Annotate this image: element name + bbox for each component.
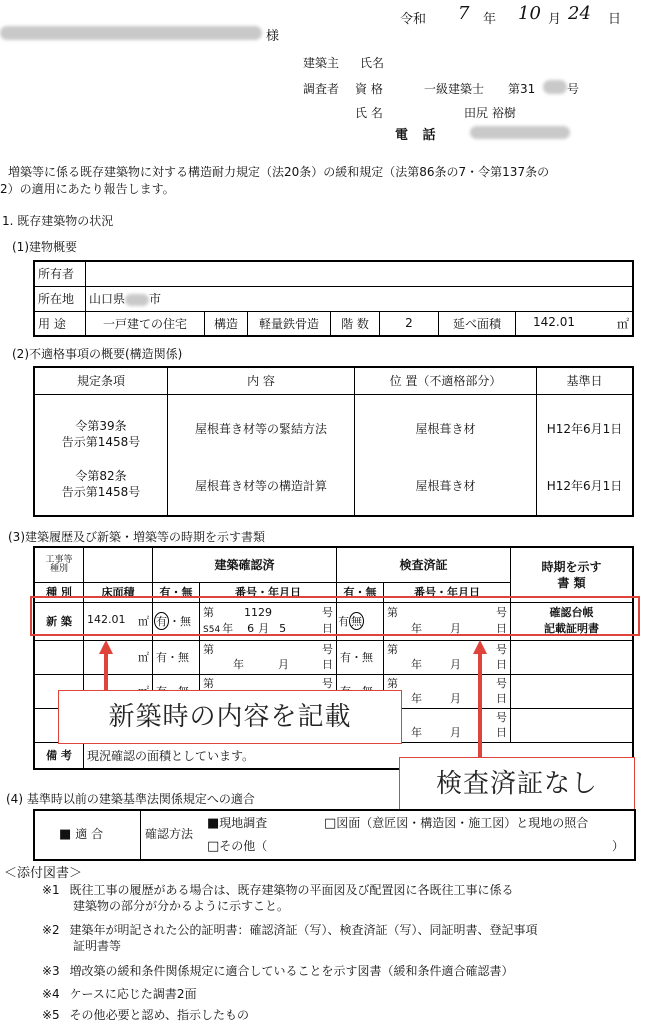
clause-cell [34,394,168,516]
floors-label: 階 数 [331,311,380,336]
row3-inspect-day: 日 [496,692,507,705]
redacted-city [125,294,149,306]
attachment-3 [42,962,514,979]
intro-line-2: 2）の適用にあたり報告します。 [0,182,175,196]
site-text: 現地調査 [219,816,268,830]
row3-inspect-dai: 第 [387,677,398,690]
attachment-5-line1: その他必要と認め、指示したもの [69,1008,250,1022]
attachment-5-mark: ※5 [42,1008,60,1022]
total-area-cell [516,311,634,336]
attachment-3-mark: ※3 [42,964,60,978]
row1-confirm-yes-circled: 有 [154,612,169,630]
row1-confirm-no: 無 [180,615,191,628]
header-clause: 規定条項 [34,367,168,394]
h-doc [511,547,634,602]
owner-label: 建築主 [303,56,340,70]
section-1-2-title: (2)不適格事項の概要(構造関係) [12,347,183,361]
date-year-handwritten: 7 [458,3,470,24]
date-row1: H12年6月1日 [546,421,623,436]
floors-value: 2 [380,311,439,336]
structure-value: 軽量鉄骨造 [248,311,331,336]
h-kind: 種 別 [34,582,84,602]
history-row-empty [34,640,633,674]
structure-label: 構造 [205,311,248,336]
row2-month: 月 [278,658,289,671]
clause-row2-line2: 告示第1458号 [61,484,141,499]
row3-go: 号 [322,677,333,690]
use-label: 用 途 [34,311,86,336]
row2-day: 日 [322,658,333,671]
row1-month-value: 6 [247,621,255,635]
h-confirm-yesno: 有・無 [153,582,200,602]
redacted-phone [470,126,570,139]
attachment-3-line1: 増改築の緩和条件関係規定に適合していることを示す図書（緩和条件適合確認書） [69,964,514,978]
row1-month-label: 月 [258,621,270,635]
row2-dai: 第 [203,643,214,656]
row1-area-unit: ㎡ [138,615,149,628]
row1-inspect-month: 月 [450,622,461,635]
attachment-4-line1: ケースに応じた調書2面 [69,987,197,1001]
attachment-4 [42,985,197,1002]
row2-inspect-year: 年 [411,658,422,671]
row2-inspect-yesno: 有・無 [337,640,384,674]
site-checked-square: ■ [207,816,220,831]
attachments-title: ＜添付図書＞ [4,866,83,881]
row1-day-label: 日 [322,621,333,635]
row4-inspect-num [384,708,511,742]
h-inspect-yesno: 有・無 [337,582,384,602]
attachment-4-mark: ※4 [42,987,60,1001]
use-value: 一戸建ての住宅 [86,311,205,336]
row1-confirm-dot: ・ [169,615,180,628]
row1-inspect-year: 年 [411,622,422,635]
content-cell [168,394,355,516]
attachment-1 [42,882,514,914]
result-checked-square: ■ [59,827,72,842]
section-1-1-title: (1)建物概要 [12,240,77,254]
other-close-paren: ） [612,839,625,853]
drawings-unchecked-square: □ [324,816,337,831]
row2-confirm-num [200,640,337,674]
row1-day-value: 5 [279,621,287,635]
callout-new-construction: 新築時の内容を記載 [58,690,402,744]
row4-inspect-month: 月 [450,726,461,739]
row2-unit: ㎡ [84,640,153,674]
position-cell [355,394,537,516]
h-kind-top-2: 種別 [49,563,68,574]
attachment-5 [42,1006,249,1023]
intro-line-1: 増築等に係る既存建築物に対する構造耐力規定（法20条）の緩和規定（法第86条の7・令第137条の [8,165,550,179]
total-area-value: 142.01 [533,314,575,329]
row2-year: 年 [233,658,244,671]
arrow-right-shaft [478,652,482,760]
conformity-result [59,825,103,842]
h-kind-top-1: 工事等 [45,554,73,565]
row3-inspect-month: 月 [450,692,461,705]
clause-row1-line2: 告示第1458号 [61,434,141,449]
content-row2: 屋根葺き材等の構造計算 [194,478,327,493]
header-base-date: 基準日 [537,367,634,394]
location-row-label: 所在地 [34,286,86,311]
owner-row-label: 所有者 [34,261,86,286]
row3-inspect-year: 年 [411,692,422,705]
attachment-2-mark: ※2 [42,923,60,937]
position-row1: 屋根葺き材 [415,421,476,436]
clause-row2-line1: 令第82条 [75,468,127,483]
registration-prefix: 第31 [508,82,536,96]
h-kind-top [34,547,84,582]
nonconformity-table [33,366,634,517]
date-day-handwritten: 24 [568,3,591,24]
other-unchecked-square: □ [207,839,220,854]
h-inspect-num: 番号・年月日 [384,582,511,602]
attachment-2 [42,922,538,954]
section-1-3-title: (3)建築履歴及び新築・増築等の時期を示す書類 [8,530,265,544]
row2-inspect-go: 号 [496,643,507,656]
date-year-label: 年 [483,12,497,27]
method-option-other [207,837,267,854]
date-day-label: 日 [608,12,622,27]
callout-no-inspection-cert: 検査済証なし [399,757,635,811]
row2-inspect-num [384,640,511,674]
row1-doc-2: 記載証明書 [544,622,599,635]
attachment-1-line2: 建築物の部分が分かるように示すこと。 [73,899,290,913]
method-option-drawings [324,814,588,831]
row1-inspect-day: 日 [496,622,507,635]
row1-year-label: 年 [222,621,234,635]
result-text: 適 合 [75,827,104,841]
location-city-suffix: 市 [149,292,162,306]
row1-inspect-no-circled: 無 [349,612,364,630]
row1-area-value: 142.01 [87,613,126,626]
position-row2: 屋根葺き材 [415,478,476,493]
row1-inspect-dai: 第 [387,606,398,619]
row2-inspect-dai: 第 [387,643,398,656]
conformity-divider [140,811,141,859]
total-area-unit: ㎡ [616,316,629,331]
clause-row1-line1: 令第39条 [75,418,127,433]
arrow-left-head [99,640,113,654]
h-floor: 床面積 [84,582,153,602]
conformity-box [33,809,636,861]
highlight-new-construction-row [30,596,640,636]
location-prefecture: 山口県 [89,292,126,306]
owner-row-value [86,261,634,286]
row1-confirm-number: 1129 [244,605,272,619]
redacted-registration [543,80,567,94]
inspector-name: 田尻 裕樹 [464,106,516,120]
registration-suffix: 号 [567,82,580,96]
row2-go: 号 [322,643,333,656]
name-label: 氏 名 [355,106,383,120]
owner-name-label: 氏名 [360,56,385,70]
h-confirm-num: 番号・年月日 [200,582,337,602]
drawings-text: 図面（意匠図・構造図・施工図）と現地の照合 [336,816,589,830]
row1-era: S54 [203,624,221,635]
inspector-label: 調査者 [303,82,340,96]
date-cell [537,394,634,516]
row3-dai: 第 [203,677,214,690]
remarks-label: 備 考 [34,742,84,769]
h-inspect: 検査済証 [337,547,511,582]
phone-label: 電 話 [395,128,441,143]
date-month-label: 月 [548,12,562,27]
qualification-label: 資 格 [355,82,383,96]
attachment-1-line1: 既往工事の履歴がある場合は、既存建築物の平面図及び配置図に各既往工事に係る [69,883,514,897]
row2-inspect-day: 日 [496,658,507,671]
arrow-right-head [473,640,487,654]
location-row-value [86,286,634,311]
method-option-site [207,814,267,831]
row4-inspect-go: 号 [496,711,507,724]
h-confirm: 建築確認済 [153,547,337,582]
qualification-value: 一級建築士 [424,82,485,96]
section-1-title: 1. 既存建築物の状況 [2,214,114,228]
h-floor-top [84,547,153,582]
row1-inspect-yes: 有 [338,615,349,628]
addressee-suffix: 様 [266,29,280,44]
row2-confirm-yesno: 有・無 [153,640,200,674]
arrow-left-shaft [104,652,108,692]
content-row1: 屋根葺き材等の緊結方法 [194,421,327,436]
section-1-4-title: (4) 基準時以前の建築基準法関係規定への適合 [6,792,255,806]
row3-inspect-num [384,674,511,708]
remarks-value: 現況確認の面積としています。 [84,742,634,769]
date-row2: H12年6月1日 [546,478,623,493]
total-area-label: 延べ面積 [439,311,516,336]
row1-doc-1: 確認台帳 [549,606,594,619]
attachment-2-line2: 証明書等 [73,939,122,953]
h-doc-1: 時期を示す [541,559,602,574]
date-month-handwritten: 10 [518,3,541,24]
date-era: 令和 [400,12,427,27]
attachment-2-line1: 建築年が明記された公的証明書：確認済証（写）、検査済証（写）、同証明書、登記事項 [69,923,538,937]
row3-inspect-go: 号 [496,677,507,690]
attachment-1-mark: ※1 [42,883,60,897]
header-position: 位 置（不適格部分） [355,367,537,394]
row1-kind: 新 築 [34,602,84,640]
method-label: 確認方法 [145,827,194,841]
row1-go: 号 [322,605,333,619]
row2-inspect-month: 月 [450,658,461,671]
row4-inspect-day: 日 [496,726,507,739]
header-content: 内 容 [168,367,355,394]
row1-inspect-go: 号 [496,606,507,619]
other-text: その他（ [219,839,268,853]
building-overview-table [33,260,634,337]
h-doc-2: 書 類 [557,575,586,590]
row4-inspect-year: 年 [411,726,422,739]
row1-dai: 第 [203,605,214,619]
redacted-addressee [0,26,262,40]
